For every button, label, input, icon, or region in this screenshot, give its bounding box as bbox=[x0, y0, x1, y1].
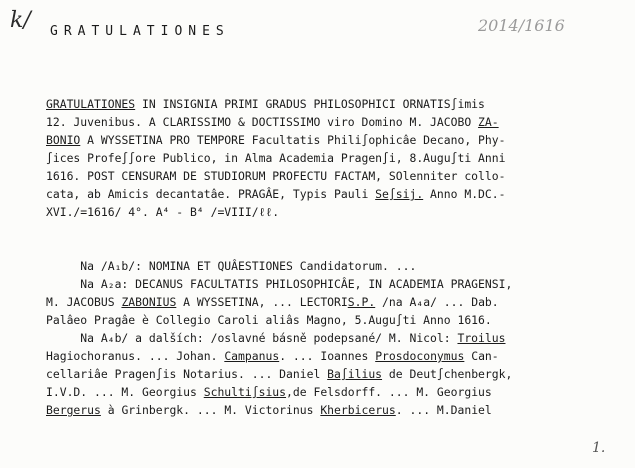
bibliographic-entry bbox=[46, 95, 586, 221]
text-segment: Na A₄b/ a dalších: /oslavné básně podepsané/ M. Nicol: bbox=[46, 331, 458, 345]
text-segment: ,de Felsdorff. ... M. Georgius bbox=[286, 385, 492, 399]
text-segment: cata, ab Amicis decantatâe. PRAGÂE, Typis Pauli bbox=[46, 187, 376, 201]
text-line bbox=[46, 365, 586, 383]
card-heading: GRATULATIONES bbox=[50, 24, 230, 39]
text-segment: I.V.D. ... M. Georgius bbox=[46, 385, 204, 399]
text-segment: XVI./=1616/ 4°. A⁴ - B⁴ /=VIII/ℓℓ. bbox=[46, 205, 280, 219]
text-segment: de Deut∫chenbergk, bbox=[382, 367, 513, 381]
text-segment: cellariâe Pragen∫is Notarius. ... Daniel bbox=[46, 367, 328, 381]
underlined-name: Bergerus bbox=[46, 403, 101, 417]
text-segment: Hagiochoranus. ... Johan. bbox=[46, 349, 225, 363]
text-line bbox=[46, 149, 586, 167]
corner-handwritten-mark: k/ bbox=[10, 8, 31, 33]
text-segment: A WYSSETINA, ... LECTORI bbox=[176, 295, 348, 309]
underlined-name: ZA- bbox=[478, 115, 499, 129]
text-line bbox=[46, 329, 586, 347]
text-line bbox=[46, 257, 586, 275]
text-segment: A WYSSETINA PRO TEMPORE Facultatis Phili∫ophicâe Decano, Phy- bbox=[80, 133, 506, 147]
handwritten-date: 2014/1616 bbox=[478, 16, 565, 35]
text-segment: ∫ices Profe∫∫ore Publico, in Alma Academia Pragen∫i, 8.Augu∫ti Anni bbox=[46, 151, 506, 165]
underlined-name: GRATULATIONES bbox=[46, 97, 136, 111]
underlined-name: Ba∫ilius bbox=[327, 367, 383, 381]
text-segment: Can- bbox=[464, 349, 499, 363]
text-line bbox=[46, 167, 586, 185]
text-line bbox=[46, 383, 586, 401]
text-segment: 1616. POST CENSURAM DE STUDIORUM PROFECTU FACTAM, SOlenniter collo- bbox=[46, 169, 506, 183]
text-segment: 12. Juvenibus. A CLARISSIMO & DOCTISSIMO viro Domino M. JACOBO bbox=[46, 115, 479, 129]
content-notes bbox=[46, 257, 586, 419]
text-line bbox=[46, 203, 586, 221]
text-line bbox=[46, 95, 586, 113]
text-segment: . ... M.Daniel bbox=[395, 403, 492, 417]
text-line bbox=[46, 311, 586, 329]
underlined-name: Troilus bbox=[457, 331, 506, 345]
text-segment: Na /A₁b/: NOMINA ET QUÂESTIONES Candidatorum. ... bbox=[46, 259, 417, 273]
text-segment: Anno M.DC.- bbox=[423, 187, 506, 201]
underlined-name: Schulti∫sius bbox=[203, 385, 287, 399]
text-line bbox=[46, 293, 586, 311]
text-line bbox=[46, 113, 586, 131]
underlined-name: S.P. bbox=[347, 295, 376, 309]
text-segment: /na A₄a/ ... Dab. bbox=[375, 295, 499, 309]
underlined-name: BONIO bbox=[46, 133, 81, 147]
text-segment: Palâeo Pragâe è Collegio Caroli aliâs Magno, 5.Augu∫ti Anno 1616. bbox=[46, 313, 492, 327]
text-line bbox=[46, 347, 586, 365]
text-segment: à Grinbergk. ... M. Victorinus bbox=[100, 403, 321, 417]
text-line bbox=[46, 131, 586, 149]
text-segment: Na A₂a: DECANUS FACULTATIS PHILOSOPHICÂE, IN ACADEMIA PRAGENSI, bbox=[46, 277, 513, 291]
text-line bbox=[46, 185, 586, 203]
underlined-name: Se∫sij. bbox=[375, 187, 424, 201]
underlined-name: Prosdoconymus bbox=[375, 349, 465, 363]
underlined-name: ZABONIUS bbox=[121, 295, 177, 309]
text-segment: M. JACOBUS bbox=[46, 295, 122, 309]
page-mark: 1. bbox=[592, 440, 606, 456]
text-line bbox=[46, 275, 586, 293]
underlined-name: Kherbicerus bbox=[320, 403, 396, 417]
underlined-name: Campanus bbox=[224, 349, 280, 363]
text-segment: . ... Ioannes bbox=[279, 349, 376, 363]
text-line bbox=[46, 401, 586, 419]
text-segment: IN INSIGNIA PRIMI GRADUS PHILOSOPHICI ORNATIS∫imis bbox=[135, 97, 485, 111]
